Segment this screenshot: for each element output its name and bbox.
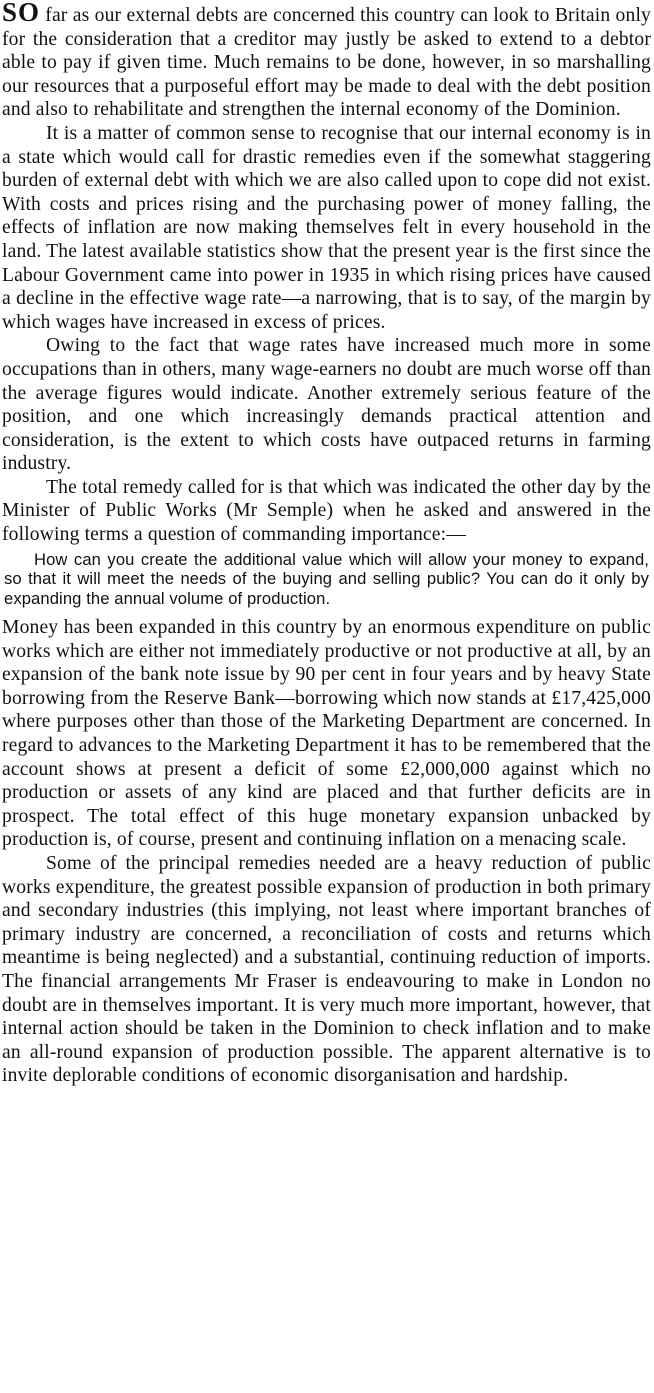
article-paragraph-5: Money has been expanded in this country by an enormous expenditure on public works which are either not immediately productive or not productive at all, by an expansion of the bank note issue by 90 per cent in four years and by heavy State borrowing from the Reserve Bank—borrowing which now stands at £17,425,000 where purposes other than those of the Marketing Department are concerned. In regard to advances to the Marketing Department it has to be remembered that the account shows at present a deficit of some £2,000,000 against which no production or assets of any kind are placed and that further deficits are in prospect. The total effect of this huge monetary expansion unbacked by production is, of course, present and continuing inflation on a menacing scale. (2, 617, 651, 851)
article-paragraph-1 (2, 1, 651, 122)
paragraph-text: far as our external debts are concerned this country can look to Britain only for the consideration that a creditor may justly be asked to extend to a debtor able to pay if given time. Much remains to be done, however, in so marshalling our resources that a purposeful effort may be made to deal with the debt position and also to rehabilitate and strengthen the internal economy of the Dominion. (2, 5, 651, 121)
article-paragraph-6: Some of the principal remedies needed are a heavy reduction of public works expenditure, the greatest possible expansion of production in both primary and secondary industries (this implying, not least where important branches of primary industry are concerned, a reconciliation of costs and returns which meantime is being neglected) and a substantial, continuing reduction of imports. The financial arrangements Mr Fraser is endeavouring to make in London no doubt are in themselves important. It is very much more important, however, that internal action should be taken in the Dominion to check inflation and to make an all-round expansion of production possible. The apparent alternative is to invite deplorable conditions of economic disorganisation and hardship. (2, 852, 651, 1087)
article-paragraph-3: Owing to the fact that wage rates have increased much more in some occupations than in others, many wage-earners no doubt are much worse off than the average figures would indicate. Another extremely serious feature of the position, and one which increasingly demands practical attention and consideration, is the extent to which costs have outpaced returns in farming industry. (2, 335, 651, 475)
block-quote: How can you create the additional value which will allow your money to expand, so that it will meet the needs of the buying and selling public? You can do it only by expanding the annual volume of production. (4, 549, 649, 609)
drop-cap: SO (2, 0, 41, 27)
article-paragraph-2: It is a matter of common sense to recognise that our internal economy is in a state which would call for drastic remedies even if the somewhat staggering burden of external debt with which we are also called upon to cope did not exist. With costs and prices rising and the purchasing power of money falling, the effects of inflation are now making themselves felt in every household in the land. The latest available statistics show that the present year is the first since the Labour Government came into power in 1935 in which rising prices have caused a decline in the effective wage rate—a narrowing, that is to say, of the margin by which wages have increased in excess of prices. (2, 122, 651, 333)
article-paragraph-4: The total remedy called for is that which was indicated the other day by the Minister of Public Works (Mr Semple) when he asked and answered in the following terms a question of commanding importance:— (2, 476, 651, 546)
